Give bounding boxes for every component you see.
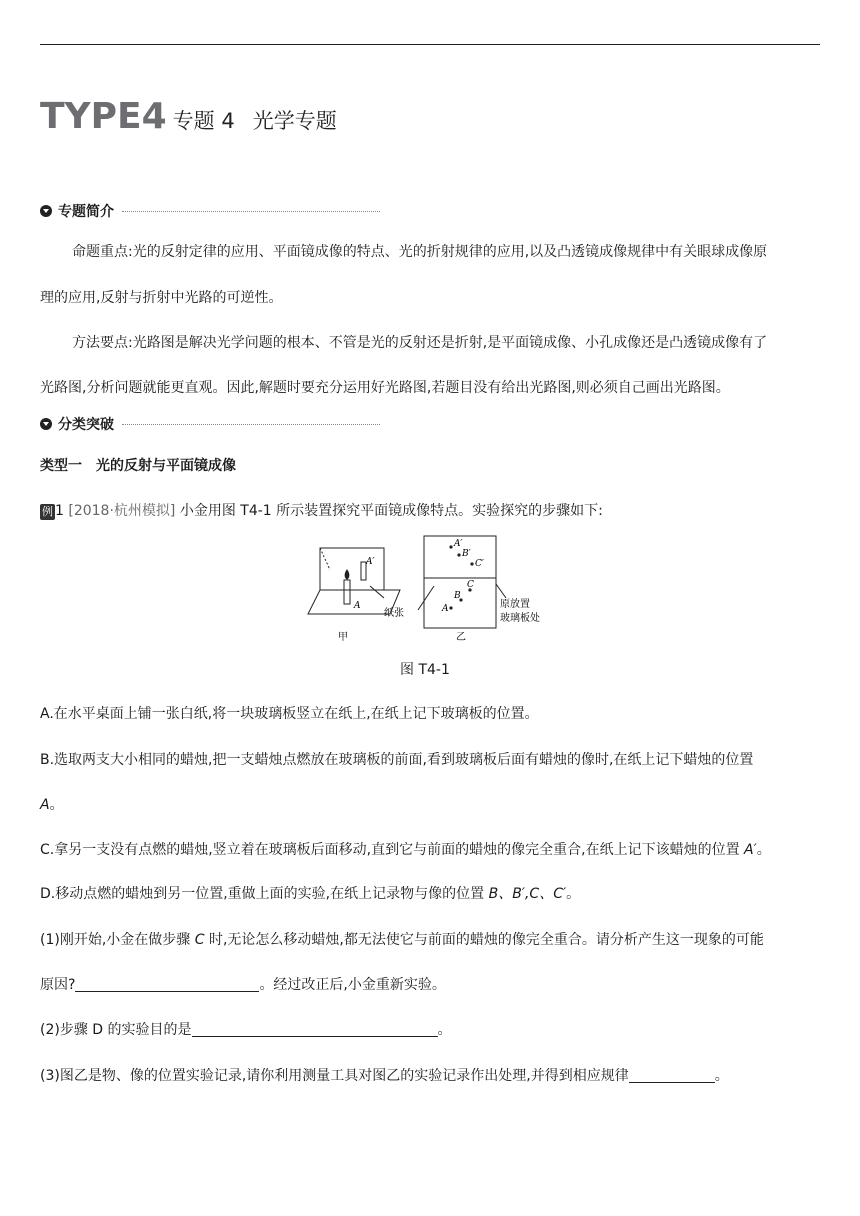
- answer-blank-1[interactable]: [75, 977, 259, 992]
- example-number: 1: [55, 503, 64, 519]
- label-B: B: [454, 591, 461, 601]
- q2-b: 。: [437, 1022, 452, 1038]
- intro-p2-line1: 方法要点:光路图是解决光学问题的根本、不管是光的反射还是折射,是平面镜成像、小孔成像还是凸透镜成像有了: [72, 335, 768, 351]
- type1-heading: 类型一 光的反射与平面镜成像: [40, 458, 236, 474]
- step-d-end: 。: [566, 886, 581, 902]
- flame-icon: [345, 570, 349, 579]
- dotted-leader: [122, 424, 380, 425]
- top-rule: [40, 44, 820, 45]
- type-label: TYPE4: [40, 96, 167, 137]
- intro-p1-line2: 理的应用,反射与折射中光路的可逆性。: [40, 290, 283, 306]
- answer-blank-2[interactable]: [192, 1022, 438, 1037]
- var-a: A: [40, 797, 50, 813]
- topic-name: 光学专题: [252, 109, 337, 133]
- label-A-prime: A′: [454, 539, 463, 549]
- intro-p2-line2: 光路图,分析问题就能更直观。因此,解题时要充分运用好光路图,若题目没有给出光路图,则必须自己画出光路图。: [40, 380, 730, 396]
- section-breakthrough-label: 分类突破: [58, 417, 114, 433]
- label-orig-2: 玻璃板处: [500, 613, 540, 624]
- label-C-prime: C′: [475, 559, 484, 569]
- example-badge: 例: [42, 505, 53, 518]
- q3-b: 。: [714, 1068, 729, 1084]
- dotted-leader: [122, 211, 380, 212]
- step-b-end: 。: [49, 797, 64, 813]
- glass-plate: [320, 548, 384, 590]
- q1-d: 。经过改正后,小金重新实验。: [259, 977, 446, 993]
- step-c-text: C.拿另一支没有点燃的蜡烛,竖立着在玻璃板后面移动,直到它与前面的蜡烛的像完全重合,在纸上记下该蜡烛的位置: [40, 842, 745, 858]
- point-A: [449, 606, 452, 609]
- q3-a: (3)图乙是物、像的位置实验记录,请你利用测量工具对图乙的实验记录作出处理,并得到相应规律: [40, 1068, 629, 1084]
- topic-number: 专题 4: [172, 109, 235, 133]
- question-2: [40, 1020, 820, 1040]
- q1-c: 原因?: [40, 977, 76, 993]
- answer-blank-3[interactable]: [629, 1068, 715, 1083]
- step-b-line1: B.选取两支大小相同的蜡烛,把一支蜡烛点燃放在玻璃板的前面,看到玻璃板后面有蜡烛的像时,在纸上记下蜡烛的位置: [40, 752, 754, 768]
- step-a: A.在水平桌面上铺一张白纸,将一块玻璃板竖立在纸上,在纸上记下玻璃板的位置。: [40, 706, 539, 722]
- label-C: C: [467, 580, 474, 590]
- q1-b: 时,无论怎么移动蜡烛,都无法使它与前面的蜡烛的像完全重合。请分析产生这一现象的可能: [204, 932, 764, 948]
- var-a-prime: A′: [744, 842, 757, 858]
- question-3: [40, 1066, 820, 1086]
- step-c-end: 。: [756, 842, 771, 858]
- label-A-prime-jia: A′: [366, 557, 375, 567]
- q1-a: (1)刚开始,小金在做步骤: [40, 932, 195, 948]
- triangle-down-icon: [40, 418, 52, 430]
- figure-caption: 图 T4-1: [400, 662, 450, 678]
- intro-p1-line1: 命题重点:光的反射定律的应用、平面镜成像的特点、光的折射规律的应用,以及凸透镜成像规律中有关眼球成像原: [72, 244, 768, 260]
- example-stem: [40, 501, 820, 521]
- label-orig-1: 原放置: [500, 599, 530, 610]
- point-B-prime: [457, 553, 460, 556]
- step-d: [40, 884, 820, 904]
- label-yi: 乙: [456, 632, 466, 643]
- label-paper: 纸张: [384, 608, 404, 619]
- dashed-edge: [320, 548, 330, 570]
- question-1-line2: [40, 975, 820, 995]
- section-breakthrough-header: [40, 414, 380, 434]
- section-intro-label: 专题简介: [58, 204, 114, 220]
- page-title: [40, 96, 337, 137]
- triangle-down-icon: [40, 205, 52, 217]
- label-A: A: [442, 604, 449, 614]
- point-C-prime: [470, 562, 473, 565]
- q2-a: (2)步骤 D 的实验目的是: [40, 1022, 192, 1038]
- point-A-prime: [449, 545, 452, 548]
- step-d-text: D.移动点燃的蜡烛到另一位置,重做上面的实验,在纸上记录物与像的位置: [40, 886, 489, 902]
- label-jia: 甲: [338, 632, 348, 643]
- step-c: [40, 840, 820, 860]
- example-source: [2018·杭州模拟]: [68, 503, 176, 519]
- figure-t4-1: [300, 534, 560, 646]
- label-A-jia: A: [354, 601, 361, 611]
- var-c: C: [194, 932, 205, 948]
- glass-pointer: [496, 584, 506, 598]
- var-bc: B、B′,C、C′: [488, 886, 567, 902]
- paper-pointer: [370, 586, 384, 598]
- paper-pointer-yi: [418, 586, 434, 610]
- paper-yi: [424, 536, 496, 628]
- step-b-line2: [40, 795, 820, 815]
- label-B-prime: B′: [462, 549, 471, 559]
- question-1-line1: [40, 930, 820, 950]
- example-text: 小金用图 T4-1 所示装置探究平面镜成像特点。实验探究的步骤如下:: [179, 503, 603, 519]
- candle-lit: [344, 580, 350, 604]
- section-intro-header: [40, 201, 380, 221]
